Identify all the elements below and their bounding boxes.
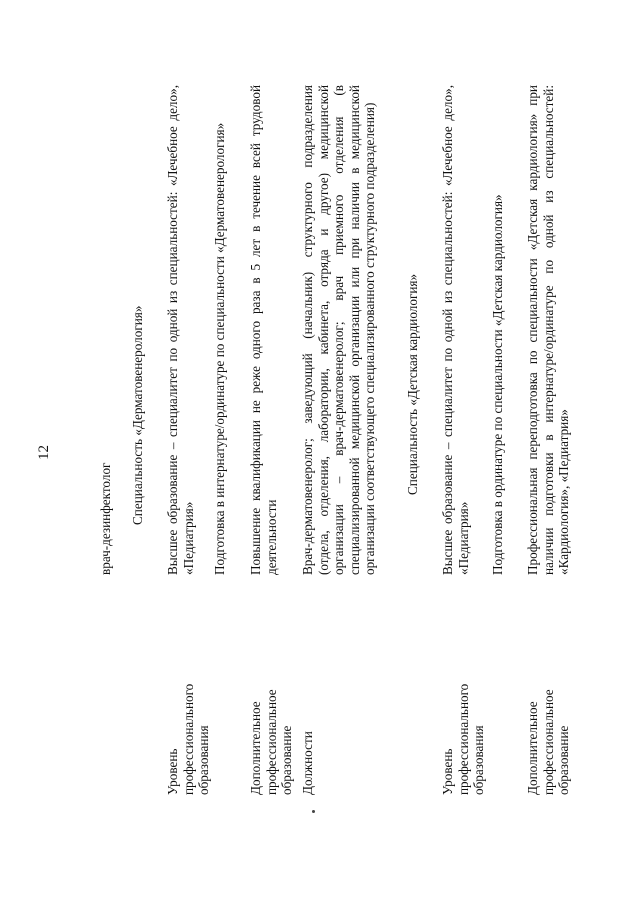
row-label-additional-education: Дополнительное профессиональное образование xyxy=(248,689,295,795)
row-content-additional-education-2b: Профессиональная переподготовка по специальности «Детская кардиология» при наличии подготовки в интернатуре/ординатуре по одной из специальностей: «Кардиология», «Педиатрия» xyxy=(525,85,572,575)
top-text: врач-дезинфектолог xyxy=(98,462,113,575)
row-content-additional-education-2: Повышение квалификации не реже одного раза в 5 лет в течение всей трудовой деятельности xyxy=(248,85,279,575)
section-heading-pediatric-cardiology: Специальность «Детская кардиология» xyxy=(405,273,420,495)
page-number: 12 xyxy=(36,445,52,460)
section-heading-dermatovenereology: Специальность «Дерматовенерология» xyxy=(130,305,145,525)
scan-dot xyxy=(312,810,315,813)
row-label-additional-education-2: Дополнительное профессиональное образование xyxy=(525,689,572,795)
row-label-education-level: Уровень профессионального образования xyxy=(165,683,212,795)
row-content-positions: Врач-дерматовенеролог; заведующий (начальник) структурного подразделения (отдела, отделения, лаборатории, кабинета, отряда и другое) медицинской организации – врач-дерматовенеролог; врач приемного отделения (в специализированной медицинской организации или при наличии в медицинской организации соответствующего специализированного структурного подразделения) xyxy=(300,85,378,575)
row-content-education-level-2: Высшее образование – специалитет по одной из специальностей: «Лечебное дело», «Педиатрия» xyxy=(440,85,471,575)
row-content-additional-education-2a: Подготовка в ординатуре по специальности «Детская кардиология» xyxy=(490,194,505,575)
row-label-positions: Должности xyxy=(300,731,315,795)
row-content-additional-education-1: Подготовка в интернатуре/ординатуре по специальности «Дерматовенерология» xyxy=(212,122,227,575)
row-content-education-level: Высшее образование – специалитет по одной из специальностей: «Лечебное дело», «Педиатрия» xyxy=(165,85,196,575)
row-label-education-level-2: Уровень профессионального образования xyxy=(440,683,487,795)
